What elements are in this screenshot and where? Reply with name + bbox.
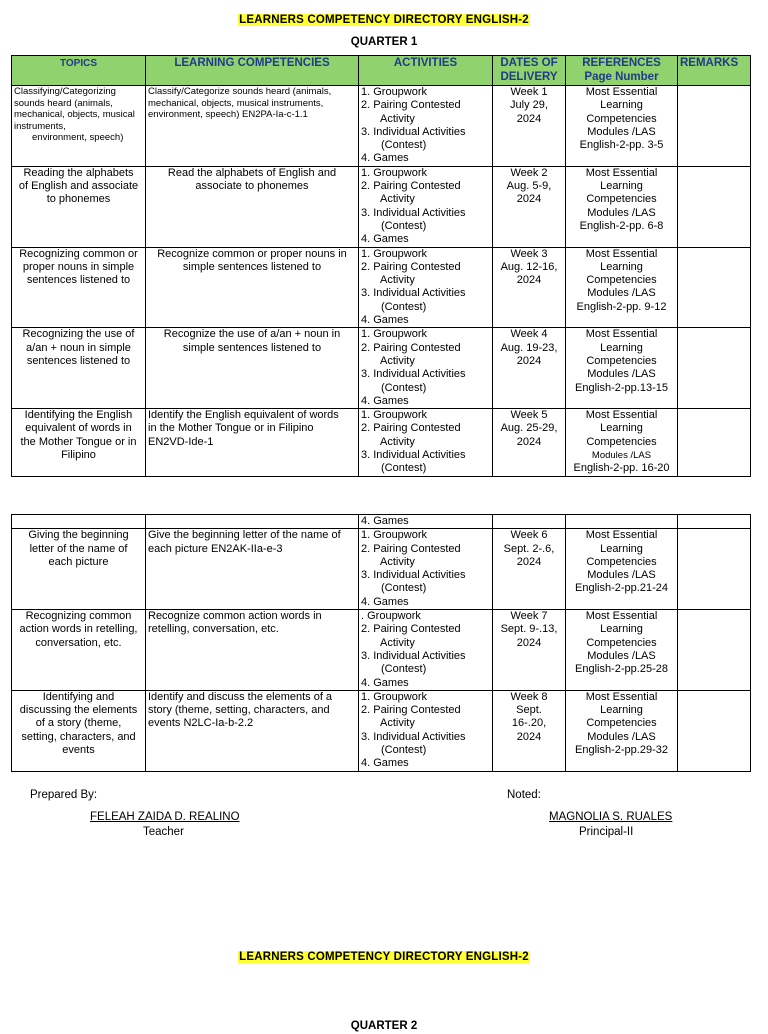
competency-cell: Recognize the use of a/an + noun in simple sentences listened to (146, 328, 359, 409)
table-row (12, 247, 751, 328)
header-topics: TOPICS (12, 56, 146, 86)
topic-cell: Recognizing the use of a/an + noun in simple sentences listened to (12, 328, 146, 409)
reference-cell: Most Essential Learning Competencies Modules /LAS English-2-pp. 16-20 (566, 409, 678, 476)
noted-name: MAGNOLIA S. RUALES (549, 811, 673, 823)
topic-cell (12, 515, 146, 529)
reference-cell: Most Essential Learning Competencies Modules /LAS English-2-pp.13-15 (566, 328, 678, 409)
table-row (12, 409, 751, 476)
competency-cell: Recognize common action words in retelling, conversation, etc. (146, 610, 359, 691)
table-row (12, 86, 751, 167)
competency-cell (146, 515, 359, 529)
topic-cell: Identifying and discussing the elements of a story (theme, setting, characters, and events (12, 690, 146, 771)
topic-cell: Identifying the English equivalent of words in the Mother Tongue or in Filipino (12, 409, 146, 476)
table-row (12, 690, 751, 771)
date-cell: Week 1 July 29, 2024 (493, 86, 566, 167)
activities-cell: . Groupwork 2. Pairing Contested Activity 3. Individual Activities (Contest) 4. Games (359, 610, 493, 691)
activities-cell: 1. Groupwork 2. Pairing Contested Activity 3. Individual Activities (Contest) 4. Games (359, 690, 493, 771)
table-row (12, 328, 751, 409)
reference-cell: Most Essential Learning Competencies Modules /LAS English-2-pp. 9-12 (566, 247, 678, 328)
noted-label: Noted: (507, 789, 541, 801)
date-cell: Week 3 Aug. 12-16, 2024 (493, 247, 566, 328)
prepared-by-role: Teacher (143, 826, 184, 838)
competency-cell: Recognize common or proper nouns in simple sentences listened to (146, 247, 359, 328)
activities-cell: 1. Groupwork 2. Pairing Contested Activity 3. Individual Activities (Contest) 4. Games (359, 166, 493, 247)
activities-cell: 1. Groupwork 2. Pairing Contested Activity 3. Individual Activities (Contest) 4. Games (359, 328, 493, 409)
remarks-cell (678, 610, 751, 691)
prepared-by-name: FELEAH ZAIDA D. REALINO (90, 811, 240, 823)
activities-cell: 1. Groupwork 2. Pairing Contested Activity 3. Individual Activities (Contest) (359, 409, 493, 476)
quarter-heading: QUARTER 1 (350, 36, 418, 48)
date-cell: Week 6 Sept. 2-.6, 2024 (493, 529, 566, 610)
competency-cell: Read the alphabets of English and associate to phonemes (146, 166, 359, 247)
competency-cell: Give the beginning letter of the name of each picture EN2AK-IIa-e-3 (146, 529, 359, 610)
competency-cell: Classify/Categorize sounds heard (animals, mechanical, objects, musical instruments, environment, speech) EN2PA-Ia-c-1.1 (146, 86, 359, 167)
competency-cell: Identify the English equivalent of words in the Mother Tongue or in Filipino EN2VD-Ide-1 (146, 409, 359, 476)
table-row (12, 529, 751, 610)
remarks-cell (678, 86, 751, 167)
reference-cell: Most Essential Learning Competencies Modules /LAS English-2-pp.25-28 (566, 610, 678, 691)
prepared-by-label: Prepared By: (30, 789, 98, 801)
quarter-heading-page2: QUARTER 2 (350, 1020, 418, 1032)
activities-cell: 1. Groupwork 2. Pairing Contested Activity 3. Individual Activities (Contest) 4. Games (359, 529, 493, 610)
reference-cell: Most Essential Learning Competencies Modules /LAS English-2-pp. 6-8 (566, 166, 678, 247)
competency-table-part1 (11, 55, 751, 477)
remarks-cell (678, 690, 751, 771)
activities-cell: 4. Games (359, 515, 493, 529)
reference-cell: Most Essential Learning Competencies Modules /LAS English-2-pp.29-32 (566, 690, 678, 771)
competency-table-part2 (11, 514, 751, 772)
reference-cell (566, 515, 678, 529)
date-cell (493, 515, 566, 529)
remarks-cell (678, 409, 751, 476)
date-cell: Week 4 Aug. 19-23, 2024 (493, 328, 566, 409)
remarks-cell (678, 328, 751, 409)
header-activities: ACTIVITIES (359, 56, 493, 86)
reference-cell: Most Essential Learning Competencies Modules /LAS English-2-pp. 3-5 (566, 86, 678, 167)
table-row (12, 515, 751, 529)
header-remarks: REMARKS (678, 56, 751, 86)
reference-cell: Most Essential Learning Competencies Modules /LAS English-2-pp.21-24 (566, 529, 678, 610)
date-cell: Week 2 Aug. 5-9, 2024 (493, 166, 566, 247)
topic-cell: Giving the beginning letter of the name of each picture (12, 529, 146, 610)
activities-cell: 1. Groupwork 2. Pairing Contested Activity 3. Individual Activities (Contest) 4. Games (359, 86, 493, 167)
date-cell: Week 5 Aug. 25-29, 2024 (493, 409, 566, 476)
noted-role: Principal-II (579, 826, 634, 838)
topic-cell: Classifying/Categorizing sounds heard (animals, mechanical, objects, musical instruments, environment, speech) (12, 86, 146, 167)
document-title: LEARNERS COMPETENCY DIRECTORY ENGLISH-2 (239, 14, 529, 26)
remarks-cell (678, 515, 751, 529)
activities-cell: 1. Groupwork 2. Pairing Contested Activity 3. Individual Activities (Contest) 4. Games (359, 247, 493, 328)
competency-cell: Identify and discuss the elements of a story (theme, setting, characters, and events N2LC-Ia-b-2.2 (146, 690, 359, 771)
topic-cell: Recognizing common action words in retelling, conversation, etc. (12, 610, 146, 691)
document-title-page2: LEARNERS COMPETENCY DIRECTORY ENGLISH-2 (239, 951, 529, 963)
remarks-cell (678, 247, 751, 328)
topic-cell: Recognizing common or proper nouns in simple sentences listened to (12, 247, 146, 328)
date-cell: Week 7 Sept. 9-.13, 2024 (493, 610, 566, 691)
table-row (12, 166, 751, 247)
remarks-cell (678, 529, 751, 610)
header-references: REFERENCES Page Number (566, 56, 678, 86)
date-cell: Week 8 Sept. 16-.20, 2024 (493, 690, 566, 771)
topic-cell: Reading the alphabets of English and associate to phonemes (12, 166, 146, 247)
header-competencies: LEARNING COMPETENCIES (146, 56, 359, 86)
table-header-row (12, 56, 751, 86)
remarks-cell (678, 166, 751, 247)
header-dates: DATES OF DELIVERY (493, 56, 566, 86)
table-row (12, 610, 751, 691)
